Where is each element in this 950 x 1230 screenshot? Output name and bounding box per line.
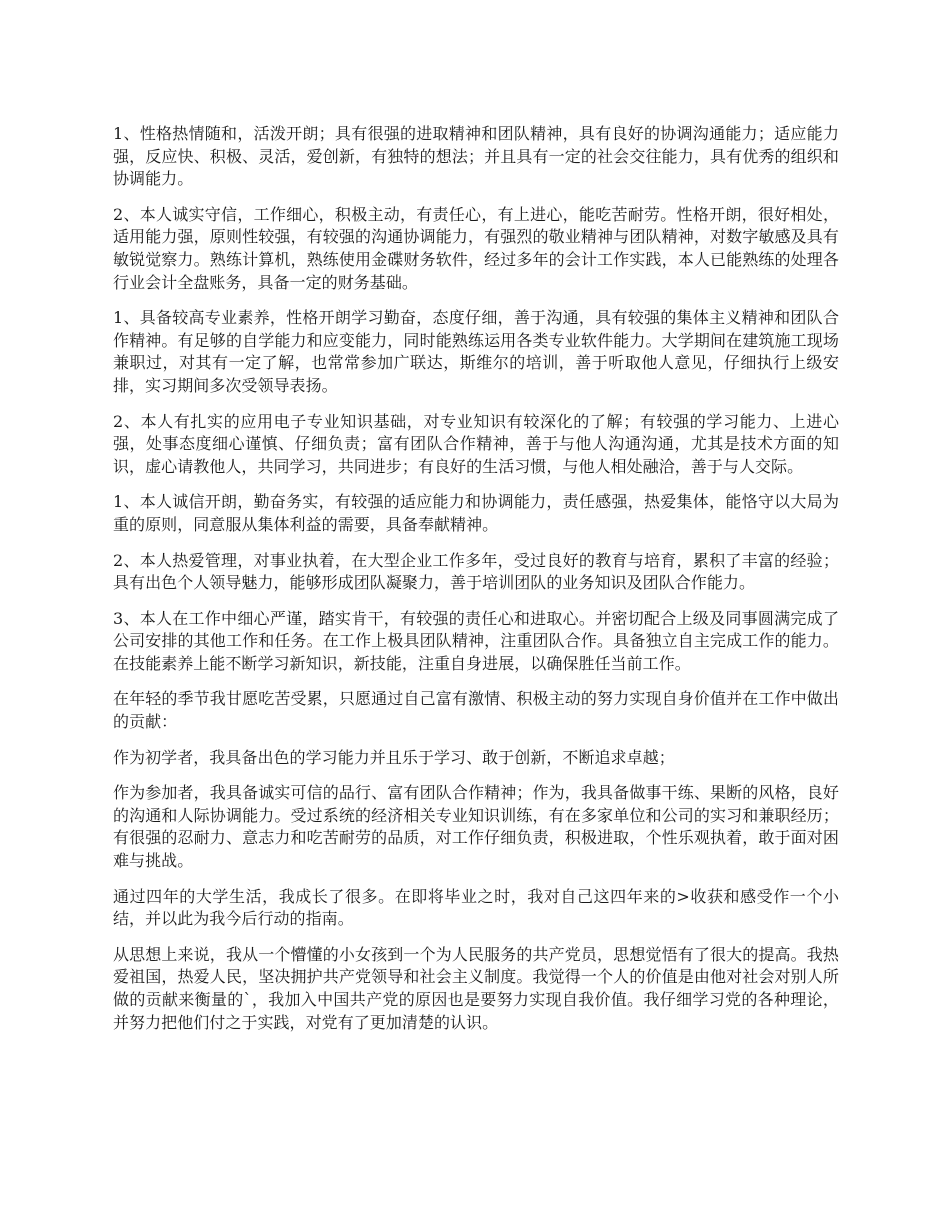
paragraph: 作为参加者，我具备诚实可信的品行、富有团队合作精神；作为，我具备做事干练、果断的风格，良好的沟通和人际协调能力。受过系统的经济相关专业知识训练，有在多家单位和公司的实习和兼职经历；有很强的忍耐力、意志力和吃苦耐劳的品质，对工作仔细负责，积极进取，个性乐观执着，敢于面对困难与挑战。 [113,783,839,871]
paragraph: 1、性格热情随和，活泼开朗；具有很强的进取精神和团队精神，具有良好的协调沟通能力；适应能力强，反应快、积极、灵活，爱创新，有独特的想法；并且具有一定的社会交往能力，具有优秀的组织和协调能力。 [113,124,839,189]
document-body [113,123,839,1047]
paragraph: 2、本人诚实守信，工作细心，积极主动，有责任心，有上进心，能吃苦耐劳。性格开朗，很好相处，适用能力强，原则性较强，有较强的沟通协调能力，有强烈的敬业精神与团队精神，对数字敏感及具有敏锐觉察力。熟练计算机，熟练使用金碟财务软件，经过多年的会计工作实践，本人已能熟练的处理各行业会计全盘账务，具备一定的财务基础。 [113,204,839,292]
paragraph: 3、本人在工作中细心严谨，踏实肯干，有较强的责任心和进取心。并密切配合上级及同事圆满完成了公司安排的其他工作和任务。在工作上极具团队精神，注重团队合作。具备独立自主完成工作的能力。在技能素养上能不断学习新知识，新技能，注重自身进展，以确保胜任当前工作。 [113,608,839,673]
paragraph: 1、本人诚信开朗，勤奋务实，有较强的适应能力和协调能力，责任感强，热爱集体，能恪守以大局为重的原则，同意服从集体利益的需要，具备奉献精神。 [113,492,839,534]
paragraph: 在年轻的季节我甘愿吃苦受累，只愿通过自己富有激情、积极主动的努力实现自身价值并在工作中做出的贡献： [113,689,839,732]
paragraph: 1、具备较高专业素养，性格开朗学习勤奋，态度仔细，善于沟通，具有较强的集体主义精神和团队合作精神。有足够的自学能力和应变能力，同时能熟练运用各类专业软件能力。大学期间在建筑施工现场兼职过，对其有一定了解，也常常参加广联达，斯维尔的培训，善于听取他人意见，仔细执行上级安排，实习期间多次受领导表扬。 [113,308,839,395]
paragraph: 通过四年的大学生活，我成长了很多。在即将毕业之时，我对自己这四年来的>收获和感受作一个小结，并以此为我今后行动的指南。 [113,886,839,929]
paragraph: 2、本人热爱管理，对事业执着，在大型企业工作多年，受过良好的教育与培育，累积了丰富的经验；具有出色个人领导魅力，能够形成团队凝聚力，善于培训团队的业务知识及团队合作能力。 [113,550,839,593]
paragraph: 从思想上来说，我从一个懵懂的小女孩到一个为人民服务的共产党员，思想觉悟有了很大的提高。我热爱祖国，热爱人民，坚决拥护共产党领导和社会主义制度。我觉得一个人的价值是由他对社会对别人所做的贡献来衡量的`，我加入中国共产党的原因也是要努力实现自我价值。我仔细学习党的各种理论，并努力把他们付之于实践，对党有了更加清楚的认识。 [113,944,839,1032]
paragraph: 2、本人有扎实的应用电子专业知识基础，对专业知识有较深化的了解；有较强的学习能力、上进心强，处事态度细心谨慎、仔细负责；富有团队合作精神，善于与他人沟通沟通，尤其是技术方面的知识，虚心请教他人，共同学习，共同进步；有良好的生活习惯，与他人相处融洽，善于与人交际。 [113,411,839,476]
paragraph: 作为初学者，我具备出色的学习能力并且乐于学习、敢于创新，不断追求卓越； [113,747,675,767]
